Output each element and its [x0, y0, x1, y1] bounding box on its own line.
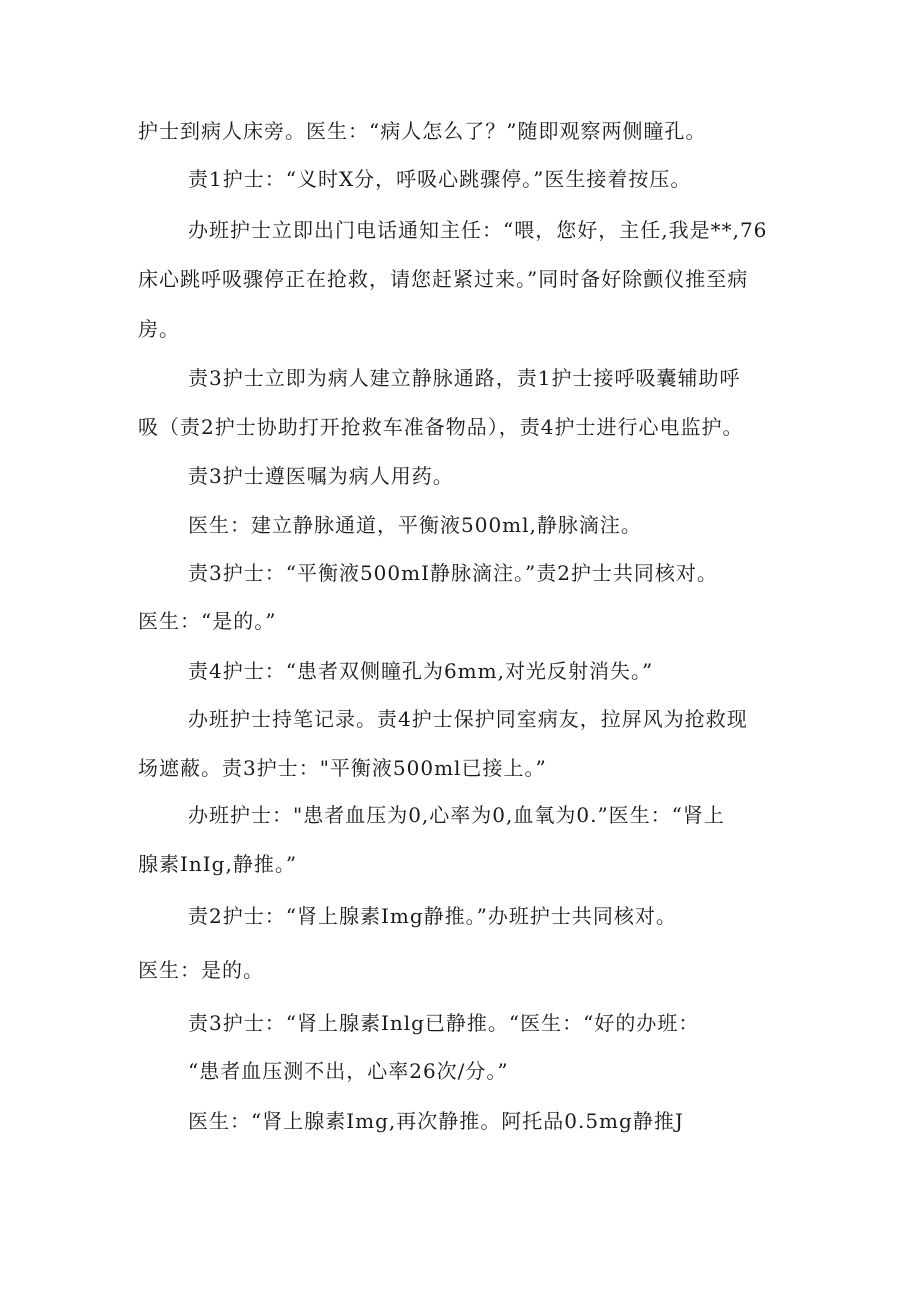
- text-line-18: 医生：是的。: [138, 958, 264, 982]
- text-line-17: 责2护士：“肾上腺素Img静推。”办班护士共同核对。: [188, 904, 677, 928]
- text-line-15: 办班护士："患者血压为0,心率为0,血氧为0.”医生：“肾上: [188, 803, 725, 827]
- text-line-6: 责3护士立即为病人建立静脉通路，责1护士接呼吸囊辅助呼: [188, 366, 741, 390]
- text-line-13: 办班护士持笔记录。责4护士保护同室病友，拉屏风为抢救现: [188, 707, 748, 731]
- text-line-3: 办班护士立即出门电话通知主任：“喂，您好，主任,我是**,76: [188, 218, 768, 242]
- text-line-11: 医生：“是的。”: [138, 609, 277, 633]
- text-line-2: 责1护士：“义时X分，呼吸心跳骤停。”医生接着按压。: [188, 167, 692, 191]
- text-line-12: 责4护士：“患者双侧瞳孔为6mm,对光反射消失。”: [188, 659, 654, 683]
- text-line-7: 吸（责2护士协助打开抢救车准备物品），责4护士进行心电监护。: [138, 415, 744, 439]
- text-line-1: 护士到病人床旁。医生：“病人怎么了？”随即观察两侧瞳孔。: [138, 119, 707, 143]
- text-line-10: 责3护士：“平衡液500mI静脉滴注。”责2护士共同核对。: [188, 561, 718, 585]
- text-line-4: 床心跳呼吸骤停正在抢救，请您赶紧过来。”同时备好除颤仪推至病: [138, 267, 749, 291]
- text-line-8: 责3护士遵医嘱为病人用药。: [188, 464, 454, 488]
- text-line-9: 医生：建立静脉通道，平衡液500ml,静脉滴注。: [188, 513, 642, 537]
- text-line-21: 医生：“肾上腺素Img,再次静推。阿托品0.5mg静推J: [188, 1109, 684, 1133]
- text-line-14: 场遮蔽。责3护士："平衡液500ml已接上。”: [138, 756, 547, 780]
- text-line-19: 责3护士：“肾上腺素Inlg已静推。“医生：“好的办班：: [188, 1011, 700, 1035]
- text-line-16: 腺素InIg,静推。”: [138, 852, 298, 876]
- text-line-5: 房。: [138, 317, 180, 341]
- text-line-20: “患者血压测不出，心率26次/分。”: [188, 1059, 509, 1083]
